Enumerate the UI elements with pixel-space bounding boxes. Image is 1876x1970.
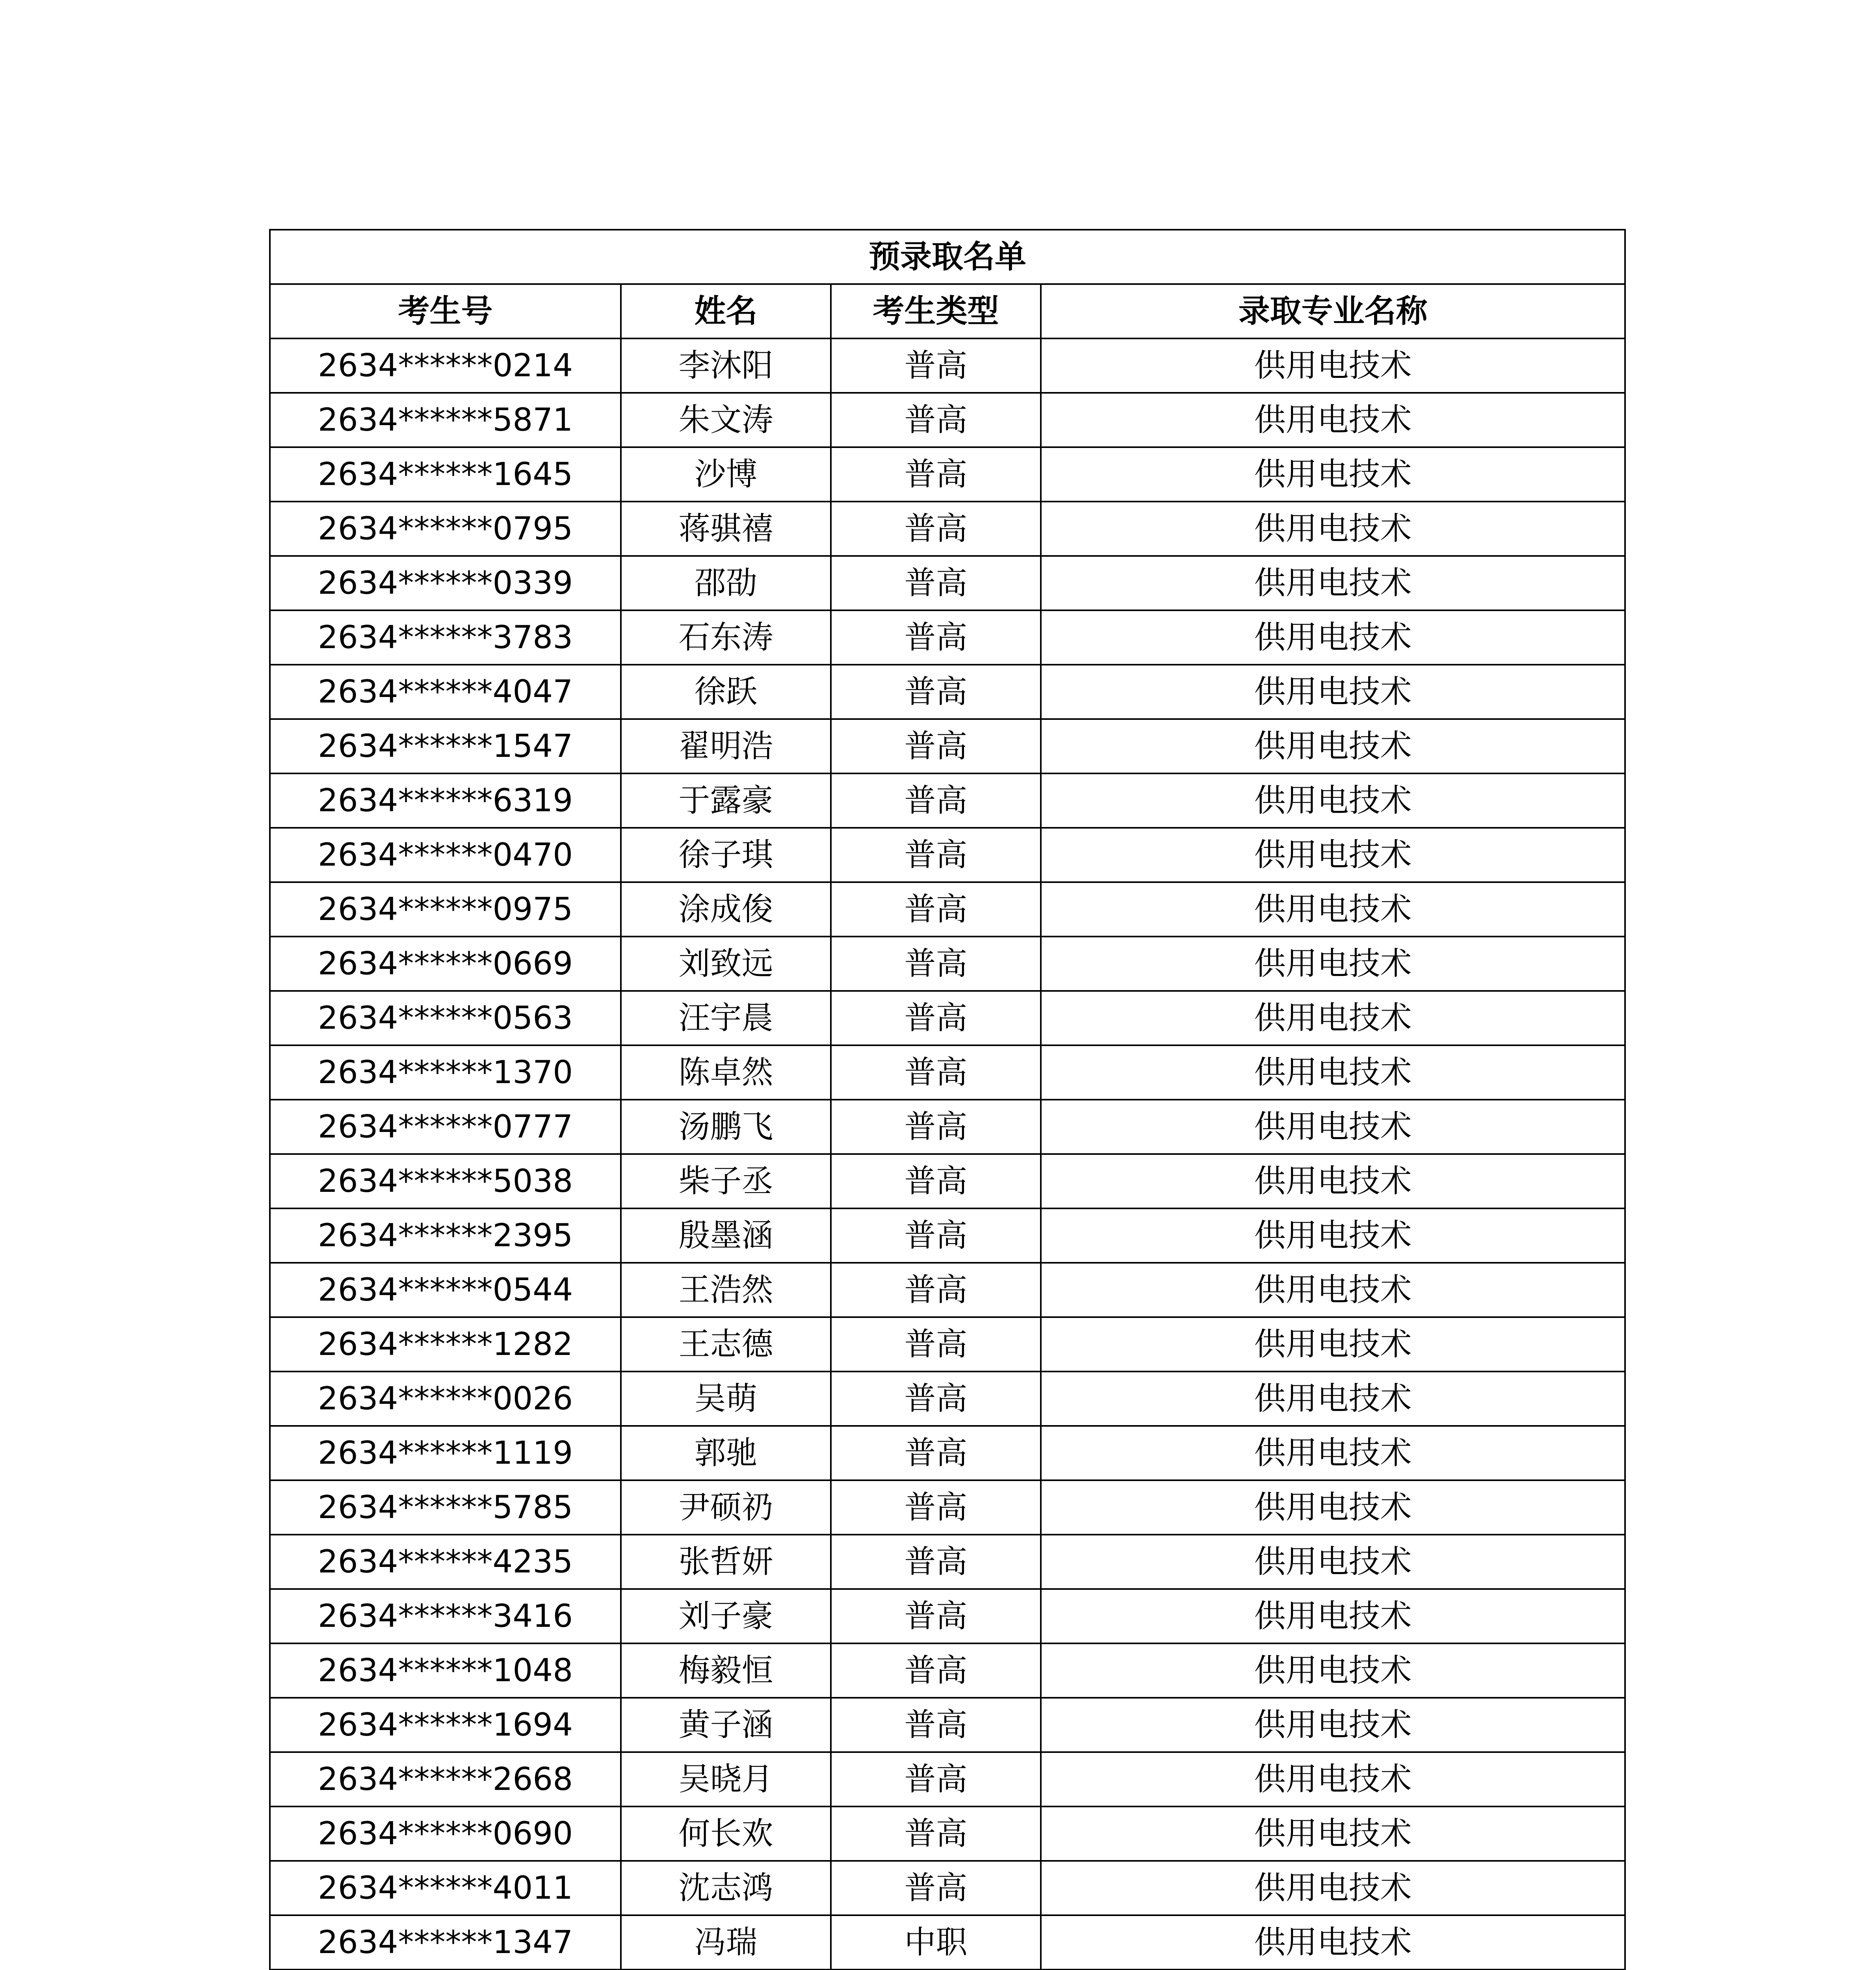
table-row <box>270 1208 1625 1263</box>
cell-name: 陈卓然 <box>621 1045 831 1100</box>
cell-candidate-type: 普高 <box>831 665 1041 719</box>
cell-exam-number: 2634******2668 <box>270 1752 621 1806</box>
cell-exam-number: 2634******1347 <box>270 1915 621 1970</box>
cell-exam-number: 2634******3416 <box>270 1589 621 1643</box>
cell-major-name: 供用电技术 <box>1041 1154 1625 1208</box>
cell-candidate-type: 普高 <box>831 1372 1041 1426</box>
table-row <box>270 937 1625 991</box>
table-row <box>270 828 1625 882</box>
cell-name: 石东涛 <box>621 610 831 665</box>
header-candidate-type: 考生类型 <box>831 284 1041 338</box>
cell-exam-number: 2634******1119 <box>270 1426 621 1480</box>
cell-candidate-type: 普高 <box>831 1806 1041 1861</box>
table-row <box>270 1480 1625 1535</box>
cell-candidate-type: 普高 <box>831 393 1041 447</box>
header-row <box>270 284 1625 338</box>
table-row <box>270 1372 1625 1426</box>
cell-candidate-type: 普高 <box>831 1208 1041 1263</box>
cell-major-name: 供用电技术 <box>1041 1643 1625 1698</box>
cell-major-name: 供用电技术 <box>1041 828 1625 882</box>
cell-major-name: 供用电技术 <box>1041 882 1625 937</box>
cell-major-name: 供用电技术 <box>1041 1263 1625 1317</box>
cell-major-name: 供用电技术 <box>1041 610 1625 665</box>
cell-candidate-type: 普高 <box>831 1535 1041 1589</box>
table-row <box>270 1100 1625 1154</box>
table-row <box>270 1643 1625 1698</box>
cell-exam-number: 2634******0669 <box>270 937 621 991</box>
cell-name: 徐子琪 <box>621 828 831 882</box>
table-row <box>270 1861 1625 1915</box>
header-name: 姓名 <box>621 284 831 338</box>
cell-exam-number: 2634******0975 <box>270 882 621 937</box>
cell-candidate-type: 普高 <box>831 1480 1041 1535</box>
cell-candidate-type: 普高 <box>831 1752 1041 1806</box>
cell-candidate-type: 普高 <box>831 1698 1041 1752</box>
cell-candidate-type: 普高 <box>831 556 1041 610</box>
table-row <box>270 991 1625 1045</box>
cell-name: 翟明浩 <box>621 719 831 773</box>
cell-name: 朱文涛 <box>621 393 831 447</box>
cell-exam-number: 2634******1645 <box>270 447 621 502</box>
cell-major-name: 供用电技术 <box>1041 338 1625 393</box>
cell-exam-number: 2634******0214 <box>270 338 621 393</box>
cell-candidate-type: 普高 <box>831 1589 1041 1643</box>
cell-exam-number: 2634******3783 <box>270 610 621 665</box>
cell-exam-number: 2634******0690 <box>270 1806 621 1861</box>
cell-exam-number: 2634******4235 <box>270 1535 621 1589</box>
cell-candidate-type: 普高 <box>831 338 1041 393</box>
header-exam-number: 考生号 <box>270 284 621 338</box>
cell-major-name: 供用电技术 <box>1041 1752 1625 1806</box>
cell-name: 吴晓月 <box>621 1752 831 1806</box>
cell-name: 李沐阳 <box>621 338 831 393</box>
cell-major-name: 供用电技术 <box>1041 556 1625 610</box>
cell-major-name: 供用电技术 <box>1041 502 1625 556</box>
cell-name: 何长欢 <box>621 1806 831 1861</box>
cell-name: 黄子涵 <box>621 1698 831 1752</box>
title-row <box>270 230 1625 284</box>
cell-candidate-type: 普高 <box>831 991 1041 1045</box>
table-row <box>270 1698 1625 1752</box>
cell-exam-number: 2634******1048 <box>270 1643 621 1698</box>
cell-candidate-type: 普高 <box>831 882 1041 937</box>
cell-major-name: 供用电技术 <box>1041 1426 1625 1480</box>
cell-name: 徐跃 <box>621 665 831 719</box>
cell-exam-number: 2634******1282 <box>270 1317 621 1372</box>
table-row <box>270 773 1625 828</box>
cell-exam-number: 2634******5871 <box>270 393 621 447</box>
table-row <box>270 1535 1625 1589</box>
table-row <box>270 1915 1625 1970</box>
cell-candidate-type: 普高 <box>831 773 1041 828</box>
table-row <box>270 338 1625 393</box>
cell-name: 吴萌 <box>621 1372 831 1426</box>
cell-name: 沈志鸿 <box>621 1861 831 1915</box>
cell-name: 张哲妍 <box>621 1535 831 1589</box>
cell-major-name: 供用电技术 <box>1041 665 1625 719</box>
cell-exam-number: 2634******5785 <box>270 1480 621 1535</box>
table-row <box>270 1154 1625 1208</box>
table-row <box>270 719 1625 773</box>
cell-exam-number: 2634******5038 <box>270 1154 621 1208</box>
cell-name: 刘子豪 <box>621 1589 831 1643</box>
cell-candidate-type: 普高 <box>831 828 1041 882</box>
cell-exam-number: 2634******4047 <box>270 665 621 719</box>
cell-candidate-type: 普高 <box>831 1861 1041 1915</box>
cell-exam-number: 2634******0544 <box>270 1263 621 1317</box>
cell-major-name: 供用电技术 <box>1041 991 1625 1045</box>
table-row <box>270 556 1625 610</box>
cell-exam-number: 2634******1694 <box>270 1698 621 1752</box>
table-row <box>270 447 1625 502</box>
table-row <box>270 393 1625 447</box>
cell-name: 郭驰 <box>621 1426 831 1480</box>
cell-exam-number: 2634******0470 <box>270 828 621 882</box>
cell-major-name: 供用电技术 <box>1041 1100 1625 1154</box>
cell-name: 尹硕礽 <box>621 1480 831 1535</box>
table-row <box>270 1317 1625 1372</box>
table-row <box>270 882 1625 937</box>
header-major-name: 录取专业名称 <box>1041 284 1625 338</box>
cell-major-name: 供用电技术 <box>1041 937 1625 991</box>
cell-candidate-type: 普高 <box>831 937 1041 991</box>
table-row <box>270 1806 1625 1861</box>
cell-major-name: 供用电技术 <box>1041 1589 1625 1643</box>
cell-major-name: 供用电技术 <box>1041 1317 1625 1372</box>
cell-major-name: 供用电技术 <box>1041 1208 1625 1263</box>
table-body <box>270 338 1625 1970</box>
table-row <box>270 502 1625 556</box>
table-row <box>270 1263 1625 1317</box>
table-row <box>270 1752 1625 1806</box>
admission-list-table <box>269 229 1626 1970</box>
cell-major-name: 供用电技术 <box>1041 1480 1625 1535</box>
cell-name: 蒋骐禧 <box>621 502 831 556</box>
cell-major-name: 供用电技术 <box>1041 719 1625 773</box>
cell-candidate-type: 普高 <box>831 1317 1041 1372</box>
cell-candidate-type: 中职 <box>831 1915 1041 1970</box>
cell-name: 王志德 <box>621 1317 831 1372</box>
cell-name: 殷墨涵 <box>621 1208 831 1263</box>
cell-major-name: 供用电技术 <box>1041 1045 1625 1100</box>
cell-name: 于露豪 <box>621 773 831 828</box>
cell-major-name: 供用电技术 <box>1041 1806 1625 1861</box>
cell-candidate-type: 普高 <box>831 1426 1041 1480</box>
cell-candidate-type: 普高 <box>831 1045 1041 1100</box>
cell-candidate-type: 普高 <box>831 1100 1041 1154</box>
cell-major-name: 供用电技术 <box>1041 1535 1625 1589</box>
cell-name: 刘致远 <box>621 937 831 991</box>
cell-candidate-type: 普高 <box>831 610 1041 665</box>
cell-exam-number: 2634******2395 <box>270 1208 621 1263</box>
cell-name: 涂成俊 <box>621 882 831 937</box>
table-title: 预录取名单 <box>270 230 1625 284</box>
cell-exam-number: 2634******0026 <box>270 1372 621 1426</box>
cell-exam-number: 2634******0795 <box>270 502 621 556</box>
table-row <box>270 1426 1625 1480</box>
cell-exam-number: 2634******6319 <box>270 773 621 828</box>
cell-exam-number: 2634******0777 <box>270 1100 621 1154</box>
cell-exam-number: 2634******0563 <box>270 991 621 1045</box>
cell-name: 邵劭 <box>621 556 831 610</box>
cell-candidate-type: 普高 <box>831 502 1041 556</box>
cell-name: 冯瑞 <box>621 1915 831 1970</box>
cell-exam-number: 2634******0339 <box>270 556 621 610</box>
cell-name: 沙博 <box>621 447 831 502</box>
table-row <box>270 1045 1625 1100</box>
cell-candidate-type: 普高 <box>831 1643 1041 1698</box>
cell-name: 汤鹏飞 <box>621 1100 831 1154</box>
cell-major-name: 供用电技术 <box>1041 1698 1625 1752</box>
cell-candidate-type: 普高 <box>831 1154 1041 1208</box>
table-row <box>270 610 1625 665</box>
cell-exam-number: 2634******1547 <box>270 719 621 773</box>
cell-major-name: 供用电技术 <box>1041 393 1625 447</box>
cell-candidate-type: 普高 <box>831 1263 1041 1317</box>
cell-major-name: 供用电技术 <box>1041 773 1625 828</box>
cell-name: 梅毅恒 <box>621 1643 831 1698</box>
cell-major-name: 供用电技术 <box>1041 1372 1625 1426</box>
cell-name: 汪宇晨 <box>621 991 831 1045</box>
cell-name: 柴子丞 <box>621 1154 831 1208</box>
cell-candidate-type: 普高 <box>831 447 1041 502</box>
cell-major-name: 供用电技术 <box>1041 1861 1625 1915</box>
cell-major-name: 供用电技术 <box>1041 447 1625 502</box>
table-row <box>270 665 1625 719</box>
cell-major-name: 供用电技术 <box>1041 1915 1625 1970</box>
table-row <box>270 1589 1625 1643</box>
cell-exam-number: 2634******4011 <box>270 1861 621 1915</box>
cell-candidate-type: 普高 <box>831 719 1041 773</box>
cell-name: 王浩然 <box>621 1263 831 1317</box>
cell-exam-number: 2634******1370 <box>270 1045 621 1100</box>
